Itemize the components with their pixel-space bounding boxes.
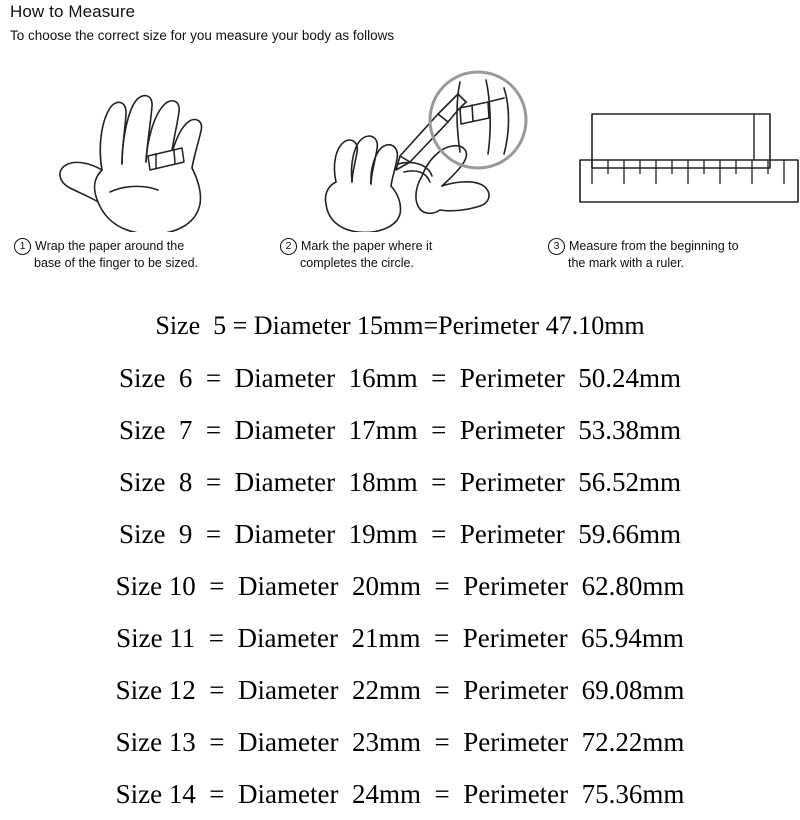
step-3-number: 3 bbox=[548, 238, 565, 255]
page-subtitle: To choose the correct size for you measure your body as follows bbox=[10, 28, 395, 43]
step-1-caption bbox=[14, 238, 272, 271]
hand-marking-paper-icon bbox=[272, 52, 538, 232]
step-1-text-line2: base of the finger to be sized. bbox=[34, 256, 198, 270]
table-row: Size 5 = Diameter 15mm=Perimeter 47.10mm bbox=[155, 311, 645, 340]
step-3-caption bbox=[548, 238, 800, 271]
table-row: Size 14 = Diameter 24mm = Perimeter 75.36mm bbox=[115, 779, 685, 809]
page-title: How to Measure bbox=[10, 2, 136, 21]
step-3-text-line1: Measure from the beginning to bbox=[569, 239, 739, 253]
table-row: Size 13 = Diameter 23mm = Perimeter 72.22mm bbox=[115, 727, 685, 757]
table-row: Size 12 = Diameter 22mm = Perimeter 69.08mm bbox=[115, 675, 685, 705]
hand-with-paper-strip-icon bbox=[6, 52, 272, 232]
step-1-number: 1 bbox=[14, 238, 31, 255]
table-row: Size 11 = Diameter 21mm = Perimeter 65.94mm bbox=[116, 623, 684, 653]
step-2-caption bbox=[280, 238, 538, 271]
step-1-text-line1: Wrap the paper around the bbox=[35, 239, 185, 253]
step-1 bbox=[6, 52, 272, 282]
table-row: Size 8 = Diameter 18mm = Perimeter 56.52mm bbox=[118, 467, 682, 497]
ruler-icon bbox=[540, 52, 800, 232]
table-row: Size 10 = Diameter 20mm = Perimeter 62.80mm bbox=[115, 571, 685, 601]
step-2-text-line1: Mark the paper where it bbox=[301, 239, 433, 253]
table-row: Size 9 = Diameter 19mm = Perimeter 59.66mm bbox=[118, 519, 682, 549]
step-3 bbox=[540, 52, 800, 282]
table-row: Size 7 = Diameter 17mm = Perimeter 53.38mm bbox=[118, 415, 682, 445]
steps-container bbox=[0, 52, 800, 282]
table-row: Size 6 = Diameter 16mm = Perimeter 50.24mm bbox=[118, 363, 682, 393]
step-2-number: 2 bbox=[280, 238, 297, 255]
size-conversion-table bbox=[0, 300, 800, 820]
step-2-text-line2: completes the circle. bbox=[300, 256, 414, 270]
step-2 bbox=[272, 52, 538, 282]
step-3-text-line2: the mark with a ruler. bbox=[568, 256, 685, 270]
